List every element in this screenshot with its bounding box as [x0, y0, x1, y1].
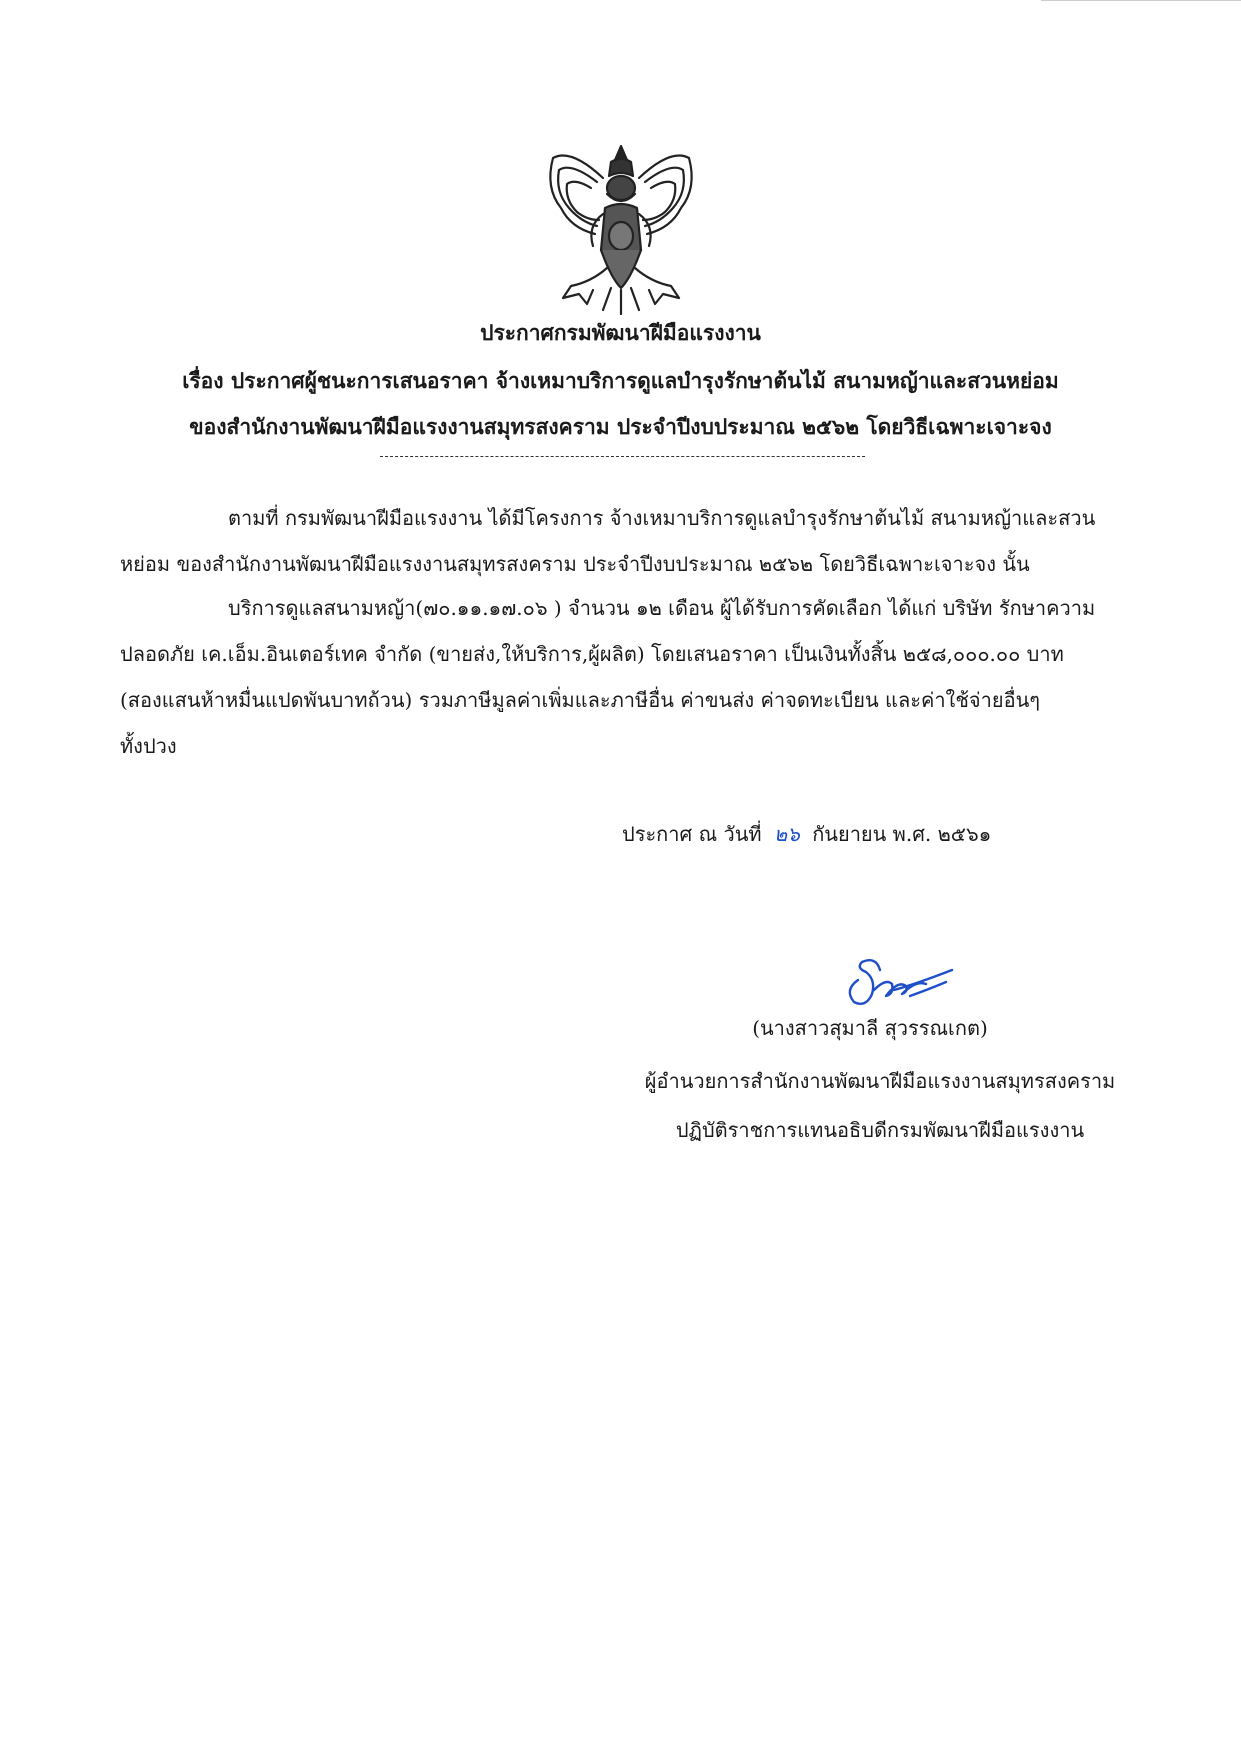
date-prefix: ประกาศ ณ วันที่ — [622, 822, 762, 846]
paragraph-2-line-3: (สองแสนห้าหมื่นแปดพันบาทถ้วน) รวมภาษีมูลค่าเพิ่มและภาษีอื่น ค่าขนส่ง ค่าจดทะเบียน และค่าใช้จ่ายอื่นๆ — [120, 688, 1040, 712]
scan-edge-line — [1041, 0, 1241, 1]
paragraph-2-line-1: บริการดูแลสนามหญ้า(๗๐.๑๑.๑๗.๐๖ ) จำนวน ๑๒ เดือน ผู้ได้รับการคัดเลือก ได้แก่ บริษัท รักษาความ — [228, 596, 1096, 620]
document-title: ประกาศกรมพัฒนาฝีมือแรงงาน — [480, 320, 761, 345]
paragraph-2 — [120, 585, 1130, 769]
subject-line-2: ของสำนักงานพัฒนาฝีมือแรงงานสมุทรสงคราม ประจำปีงบประมาณ ๒๕๖๒ โดยวิธีเฉพาะเจาะจง — [189, 414, 1052, 439]
announcement-date — [622, 818, 991, 850]
signatory-position-2: ปฏิบัติราชการแทนอธิบดีกรมพัฒนาฝีมือแรงงาน — [675, 1118, 1085, 1142]
garuda-emblem-icon — [541, 138, 701, 316]
paragraph-1-line-1: ตามที่ กรมพัฒนาฝีมือแรงงาน ได้มีโครงการ จ้างเหมาบริการดูแลบำรุงรักษาต้นไม้ สนามหญ้าและสวน — [228, 506, 1096, 530]
signatory-position-1: ผู้อำนวยการสำนักงานพัฒนาฝีมือแรงงานสมุทรสงคราม — [644, 1069, 1116, 1093]
handwritten-signature — [836, 950, 956, 1010]
paragraph-1 — [120, 495, 1130, 587]
section-divider — [380, 456, 865, 457]
paragraph-1-line-2: หย่อม ของสำนักงานพัฒนาฝีมือแรงงานสมุทรสงคราม ประจำปีงบประมาณ ๒๕๖๒ โดยวิธีเฉพาะเจาะจง นั้น — [120, 552, 1030, 576]
paragraph-2-line-2: ปลอดภัย เค.เอ็ม.อินเตอร์เทค จำกัด (ขายส่ง,ให้บริการ,ผู้ผลิต) โดยเสนอราคา เป็นเงินทั้งสิ้น ๒๕๘,๐๐๐.๐๐ บาท — [120, 642, 1064, 666]
paragraph-2-line-4: ทั้งปวง — [120, 734, 177, 758]
signatory-name: (นางสาวสุมาลี สุวรรณเกต) — [752, 1016, 988, 1040]
subject-line-1: เรื่อง ประกาศผู้ชนะการเสนอราคา จ้างเหมาบริการดูแลบำรุงรักษาต้นไม้ สนามหญ้าและสวนหย่อม — [182, 368, 1059, 393]
date-suffix: กันยายน พ.ศ. ๒๕๖๑ — [812, 822, 992, 846]
date-day-handwritten: ๒๖ — [773, 822, 800, 846]
